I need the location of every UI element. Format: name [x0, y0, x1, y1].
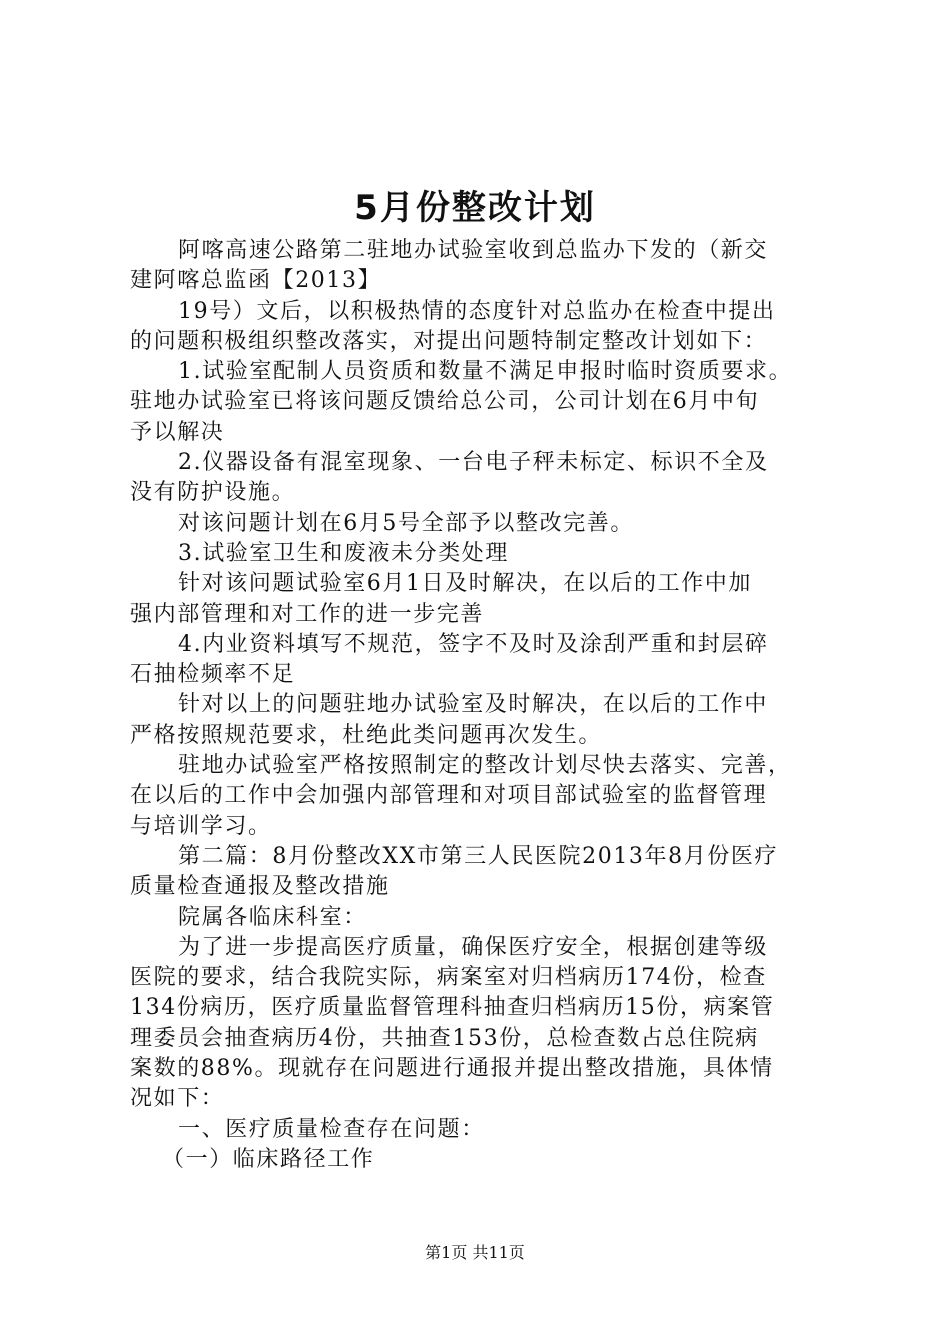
body-line: 案数的88%。现就存在问题进行通报并提出整改措施，具体情: [130, 1056, 774, 1082]
body-line: 建阿喀总监函【2013】: [130, 268, 382, 294]
section-heading: 一、医疗质量检查存在问题：: [178, 1116, 485, 1142]
body-line: 134份病历，医疗质量监督管理科抽查归档病历15份，病案管: [130, 995, 775, 1021]
body-line: 针对以上的问题驻地办试验室及时解决，在以后的工作中: [178, 692, 769, 718]
body-line: 质量检查通报及整改措施: [130, 874, 390, 900]
body-line: 驻地办试验室已将该问题反馈给总公司，公司计划在6月中旬: [130, 389, 760, 415]
body-line: 院属各临床科室：: [178, 904, 367, 930]
body-line: 石抽检频率不足: [130, 662, 296, 688]
body-line: 医院的要求，结合我院实际，病案室对归档病历174份，检查: [130, 965, 767, 991]
body-line: 况如下：: [130, 1086, 225, 1112]
body-line: 对该问题计划在6月5号全部予以整改完善。: [178, 510, 634, 536]
document-body: [130, 236, 830, 1175]
body-line: 强内部管理和对工作的进一步完善: [130, 601, 485, 627]
body-line: 3.试验室卫生和废液未分类处理: [178, 540, 509, 566]
body-line: 予以解决: [130, 419, 225, 445]
document-title: 5月份整改计划: [354, 188, 596, 228]
body-line: 第二篇：8月份整改XX市第三人民医院2013年8月份医疗: [178, 843, 779, 869]
body-line: 在以后的工作中会加强内部管理和对项目部试验室的监督管理: [130, 783, 768, 809]
body-line: 阿喀高速公路第二驻地办试验室收到总监办下发的（新交: [178, 238, 769, 263]
body-line: 针对该问题试验室6月1日及时解决，在以后的工作中加: [178, 571, 752, 597]
body-line: 4.内业资料填写不规范，签字不及时及涂刮严重和封层碎: [178, 631, 769, 657]
body-line: 严格按照规范要求，杜绝此类问题再次发生。: [130, 722, 603, 748]
body-line: 19号）文后，以积极热情的态度针对总监办在检查中提出: [178, 298, 776, 324]
body-line: 与培训学习。: [130, 813, 272, 839]
body-line: 1.试验室配制人员资质和数量不满足申报时临时资质要求。: [178, 359, 793, 385]
body-line: 驻地办试验室严格按照制定的整改计划尽快去落实、完善，: [178, 753, 792, 779]
body-line: 没有防护设施。: [130, 480, 296, 506]
body-line: 理委员会抽查病历4份，共抽查153份，总检查数占总住院病: [130, 1025, 759, 1051]
page-footer: 第1页 共11页: [425, 1243, 525, 1262]
body-line: 2.仪器设备有混室现象、一台电子秤未标定、标识不全及: [178, 450, 769, 476]
body-line: 的问题积极组织整改落实，对提出问题特制定整改计划如下：: [130, 328, 768, 354]
body-line: 为了进一步提高医疗质量，确保医疗安全，根据创建等级: [178, 934, 769, 960]
subsection-heading: （一）临床路径工作: [162, 1146, 375, 1172]
